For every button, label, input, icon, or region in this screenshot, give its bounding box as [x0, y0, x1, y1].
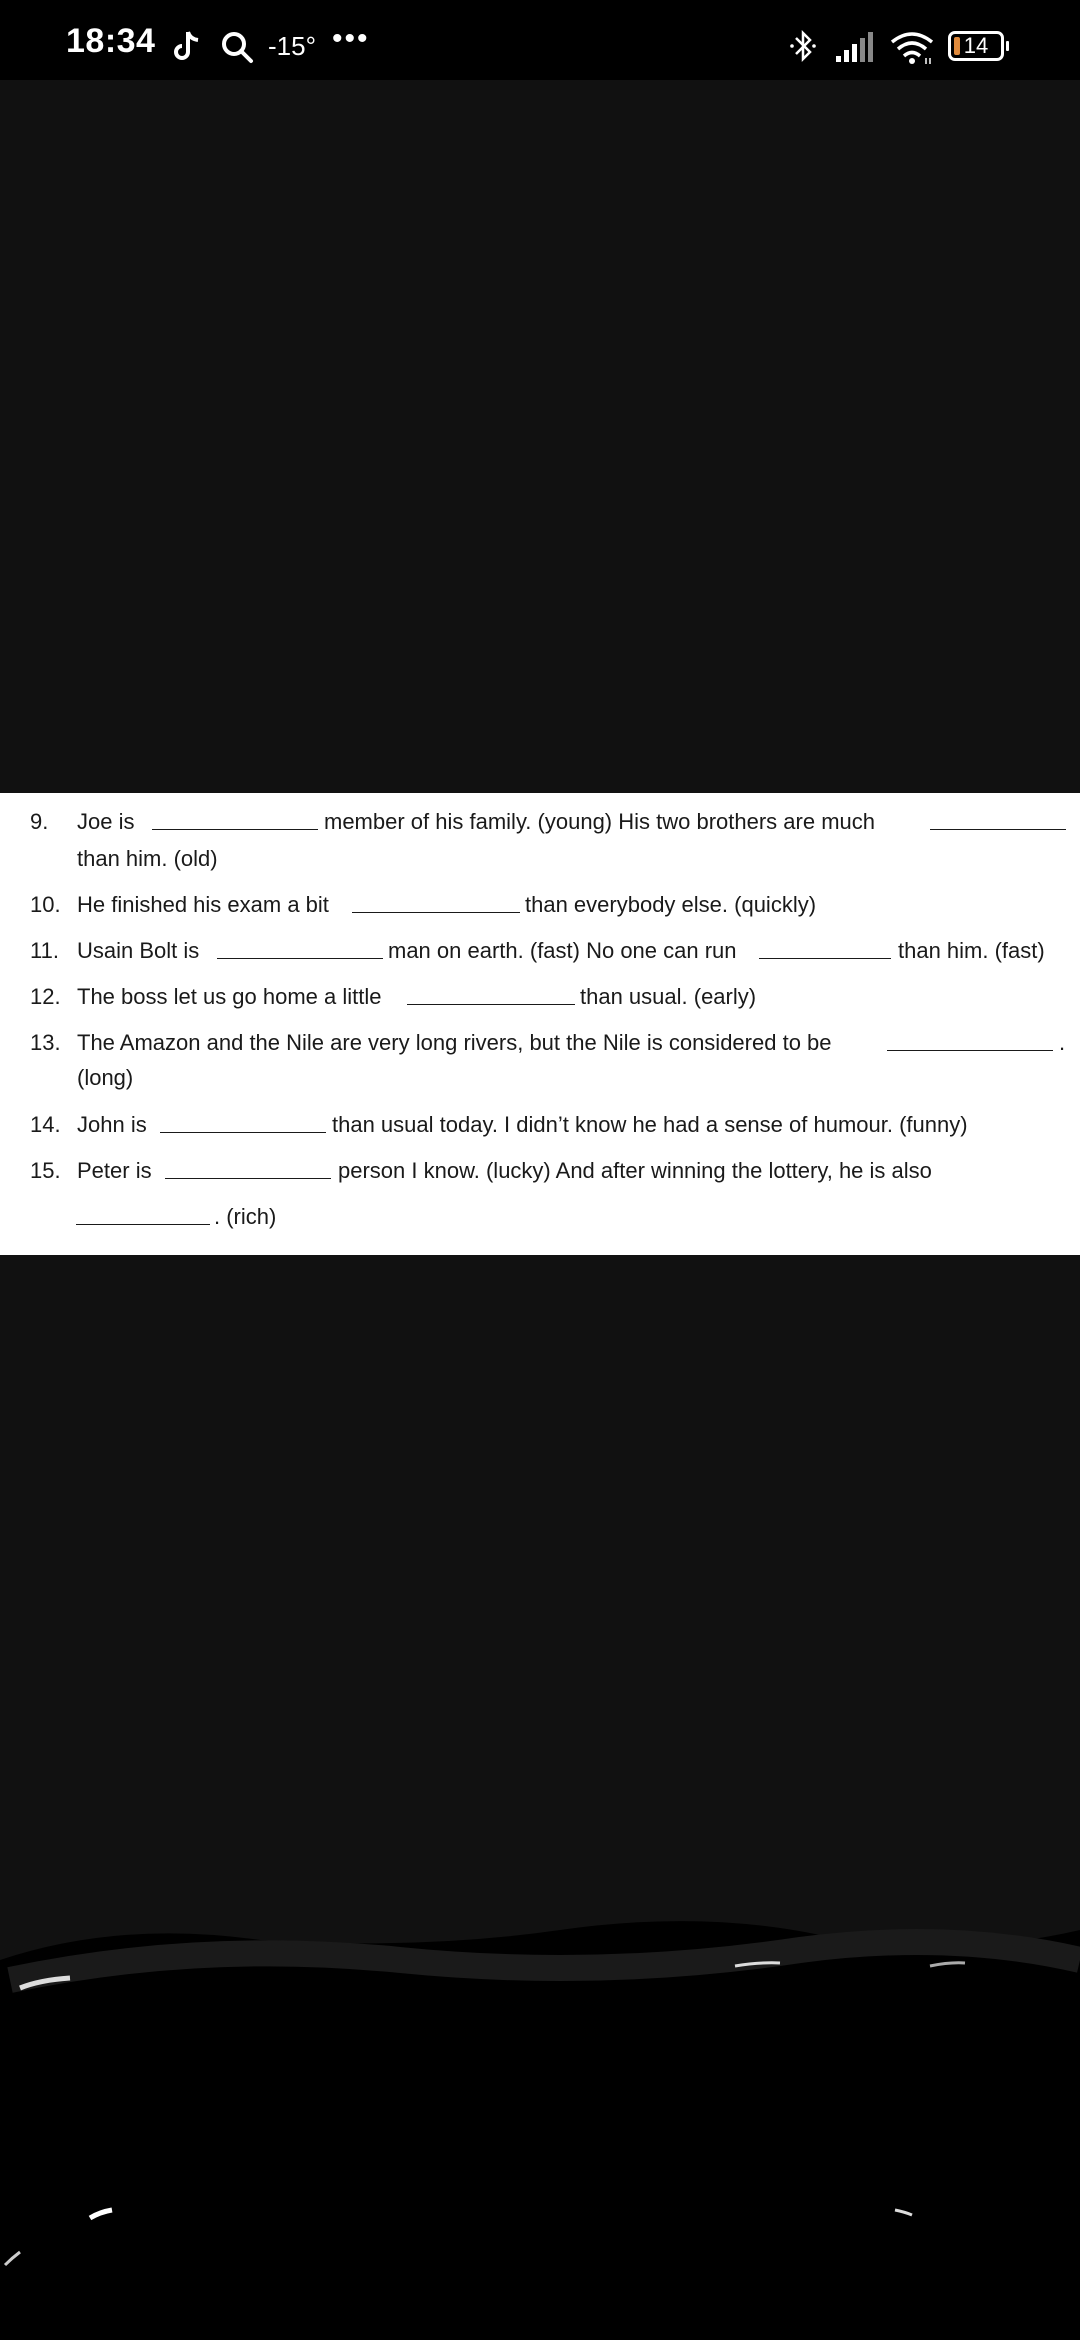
answer-blank [165, 1156, 331, 1179]
item-text: Joe is [77, 809, 135, 834]
item-number: 15. [30, 1158, 61, 1183]
item-text: The boss let us go home a little [77, 984, 382, 1009]
battery-level: 14 [963, 33, 989, 58]
status-more-indicator: ••• [332, 22, 370, 55]
item-text: man on earth. (fast) No one can run [388, 938, 737, 963]
status-bar [0, 0, 1080, 80]
battery-cap [1006, 41, 1009, 51]
battery-icon [948, 31, 1008, 63]
item-number: 11. [30, 938, 59, 963]
item-text: than him. (fast) [898, 938, 1045, 963]
item-text: The Amazon and the Nile are very long rivers, but the Nile is considered to be [77, 1030, 832, 1055]
item-text: Peter is [77, 1158, 152, 1183]
status-time: 18:34 [66, 22, 156, 60]
item-text: . [1059, 1030, 1066, 1055]
search-icon [220, 30, 254, 64]
exercise-item-9-line-2: than him. (old) [77, 846, 218, 871]
item-text: member of his family. (young) His two brothers are much [324, 809, 875, 834]
item-number: 12. [30, 984, 61, 1009]
status-temperature: -15° [268, 31, 316, 61]
item-text: person I know. (lucky) And after winning the lottery, he is also [338, 1158, 932, 1183]
answer-blank [930, 807, 1066, 830]
answer-blank [76, 1202, 210, 1225]
answer-blank [160, 1110, 326, 1133]
item-number: 14. [30, 1112, 61, 1137]
answer-blank [352, 890, 520, 913]
tiktok-note-icon [172, 30, 202, 64]
item-number: 10. [30, 892, 61, 917]
item-number: 13. [30, 1030, 61, 1055]
answer-blank [887, 1028, 1053, 1051]
exercise-sheet [0, 793, 1080, 1255]
bluetooth-icon [788, 28, 818, 64]
item-text: Usain Bolt is [77, 938, 200, 963]
answer-blank [407, 982, 575, 1005]
item-text: than usual today. I didn’t know he had a sense of humour. (funny) [332, 1112, 968, 1137]
answer-blank [217, 936, 383, 959]
exercise-item-13-line-2: (long) [77, 1065, 134, 1090]
wifi-icon [888, 30, 936, 66]
item-text: . (rich) [214, 1204, 277, 1229]
item-text: than usual. (early) [580, 984, 757, 1009]
answer-blank [759, 936, 891, 959]
answer-blank [152, 807, 318, 830]
item-number: 9. [30, 809, 49, 834]
redaction-scribble [0, 1900, 1080, 2340]
item-text: He finished his exam a bit [77, 892, 329, 917]
signal-icon [834, 32, 874, 64]
item-text: John is [77, 1112, 147, 1137]
item-text: than everybody else. (quickly) [525, 892, 817, 917]
